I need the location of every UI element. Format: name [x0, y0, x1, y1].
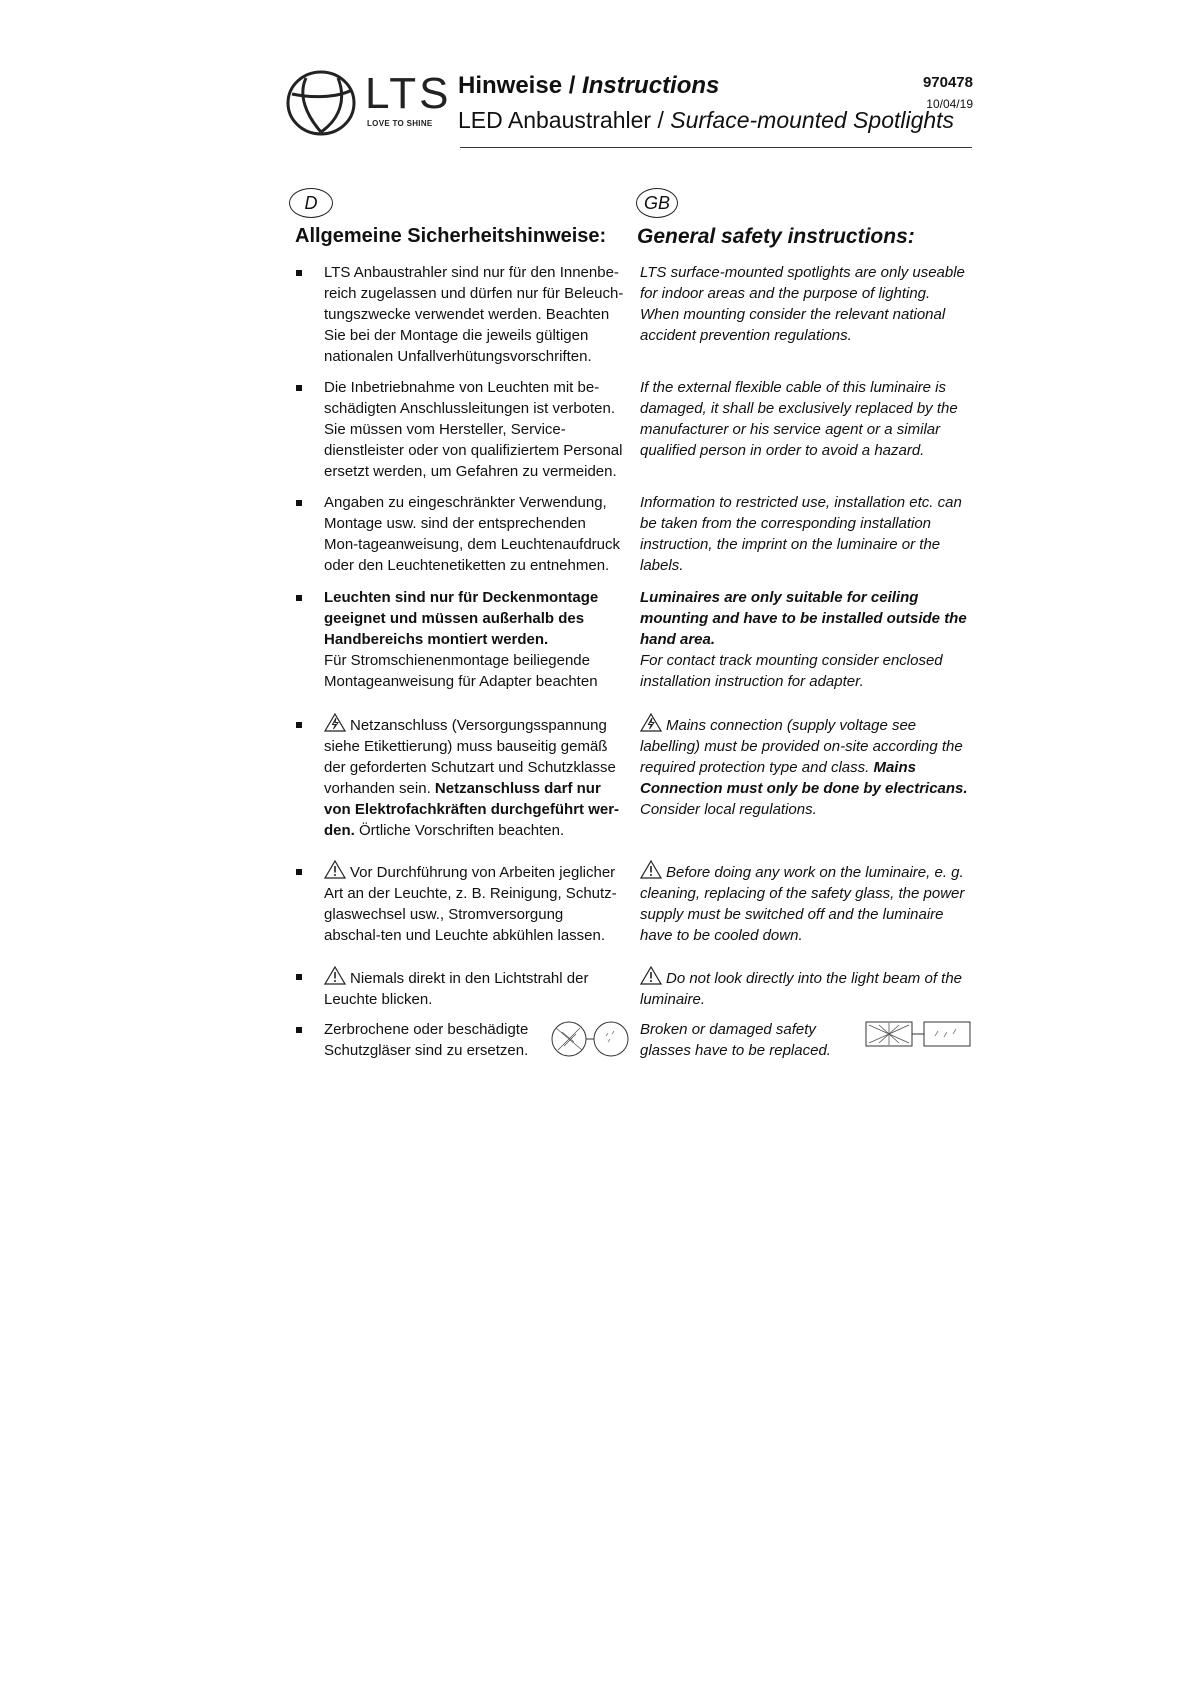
bullet — [296, 385, 302, 391]
instruction-de-3: Angaben zu eingeschränkter Verwendung, Montage usw. sind der entsprechenden Mon-tageanweisung, dem Leuchtenaufdruck oder den Leuchtenetiketten zu entnehmen. — [324, 494, 621, 574]
caution-warning-icon — [324, 860, 346, 879]
instruction-de-7 — [324, 966, 624, 1010]
bullet — [296, 270, 302, 276]
instruction-de-7-text: Niemals direkt in den Lichtstrahl der Leuchte blicken. — [324, 970, 589, 1008]
instruction-de-6-text: Vor Durchführung von Arbeiten jeglicher Art an der Leuchte, z. B. Reinigung, Schutz-glaswechsel usw., Stromversorgung abschal-ten und Leuchte abkühlen lassen. — [324, 864, 617, 944]
bullet — [296, 1027, 302, 1033]
subtitle-en: Surface-mounted Spotlights — [670, 107, 955, 133]
instruction-de-5-text-a: Netzanschluss (Versorgungsspannung siehe Etikettierung) muss bauseitig gemäß der geforderten Schutzart und Schutzklasse vorhanden sein. — [324, 717, 616, 797]
high-voltage-warning-icon — [324, 713, 346, 732]
instruction-gb-7 — [640, 966, 970, 1010]
instruction-gb-4-bold: Luminaires are only suitable for ceiling mounting and have to be installed outside the hand area. — [640, 589, 967, 648]
page-subtitle — [458, 107, 954, 135]
bullet — [296, 869, 302, 875]
caution-warning-icon — [324, 966, 346, 985]
logo-text: LTS — [365, 69, 452, 118]
instruction-gb-6 — [640, 860, 970, 946]
instruction-de-6 — [324, 860, 624, 946]
heading-de: Allgemeine Sicherheitshinweise: — [295, 225, 607, 247]
instruction-de-5-bold: Netzanschluss darf nur von Elektrofachkräften durchgeführt wer-den. — [324, 780, 620, 839]
instruction-gb-4-text: For contact track mounting consider enclosed installation instruction for adapter. — [640, 652, 943, 690]
caution-warning-icon — [640, 860, 662, 879]
instruction-gb-5-bold: Mains Connection must only be done by electricans. — [640, 759, 968, 797]
instruction-gb-5 — [640, 713, 970, 820]
language-badge-gb: GB — [636, 188, 678, 218]
bullet — [296, 595, 302, 601]
high-voltage-warning-icon — [640, 713, 662, 732]
bullet — [296, 722, 302, 728]
instruction-gb-8: Broken or damaged safety glasses have to be replaced. — [640, 1021, 831, 1059]
lts-leaf-logo-icon — [286, 70, 356, 136]
round-glass-replace-icon — [550, 1020, 630, 1058]
instruction-gb-5-text-b: Consider local regulations. — [640, 801, 817, 818]
instruction-de-1: LTS Anbaustrahler sind nur für den Innenbe-reich zugelassen und dürfen nur für Beleuch-tungszwecke verwendet werden. Beachten Sie bei der Montage die jeweils gültigen nationalen Unfallverhütungsvorschriften. — [324, 264, 624, 365]
instruction-gb-7-text: Do not look directly into the light beam of the luminaire. — [640, 970, 963, 1008]
instruction-gb-3: Information to restricted use, installation etc. can be taken from the corresponding installation instruction, the imprint on the luminaire or the labels. — [640, 494, 962, 574]
instruction-gb-1: LTS surface-mounted spotlights are only useable for indoor areas and the purpose of lighting. When mounting consider the relevant national accident prevention regulations. — [640, 264, 965, 344]
language-badge-de: D — [289, 188, 333, 218]
instruction-de-4-bold: Leuchten sind nur für Deckenmontage geeignet und müssen außerhalb des Handbereichs montiert werden. — [324, 589, 599, 648]
instruction-de-5 — [324, 713, 624, 841]
bullet — [296, 500, 302, 506]
instruction-de-4-text: Für Stromschienenmontage beiliegende Montageanweisung für Adapter beachten — [324, 652, 598, 690]
document-date: 10/04/19 — [926, 97, 973, 111]
instruction-gb-5-text-a: Mains connection (supply voltage see labelling) must be provided on-site according the required protection type and class. — [640, 717, 963, 776]
instruction-gb-4 — [640, 587, 970, 692]
instruction-de-8: Zerbrochene oder beschädigte Schutzgläser sind zu ersetzen. — [324, 1021, 529, 1059]
page-title — [458, 72, 719, 101]
instruction-gb-6-text: Before doing any work on the luminaire, e. g. cleaning, replacing of the safety glass, the power supply must be switched off and the luminaire have to be cooled down. — [640, 864, 965, 944]
header-divider — [460, 147, 972, 148]
square-glass-replace-icon — [865, 1021, 971, 1047]
subtitle-de: LED Anbaustrahler / — [458, 107, 671, 133]
instruction-de-5-text-b: Örtliche Vorschriften beachten. — [354, 822, 565, 839]
title-en: Instructions — [582, 72, 720, 99]
heading-gb: General safety instructions: — [637, 225, 915, 248]
instruction-de-2: Die Inbetriebnahme von Leuchten mit be-schädigten Anschlussleitungen ist verboten. Sie müssen vom Hersteller, Service-dienstleister oder von qualifiziertem Personal ersetzt werden, um Gefahren zu vermeiden. — [324, 379, 623, 480]
document-number: 970478 — [922, 74, 973, 91]
title-de: Hinweise / — [458, 72, 583, 99]
instruction-gb-2: If the external flexible cable of this luminaire is damaged, it shall be exclusively replaced by the manufacturer or his service agent or a similar qualified person in order to avoid a hazard. — [640, 379, 958, 459]
lts-logo — [286, 69, 452, 136]
logo-tagline: LOVE TO SHINE — [367, 119, 433, 128]
bullet — [296, 974, 302, 980]
instruction-de-4 — [324, 587, 624, 692]
caution-warning-icon — [640, 966, 662, 985]
